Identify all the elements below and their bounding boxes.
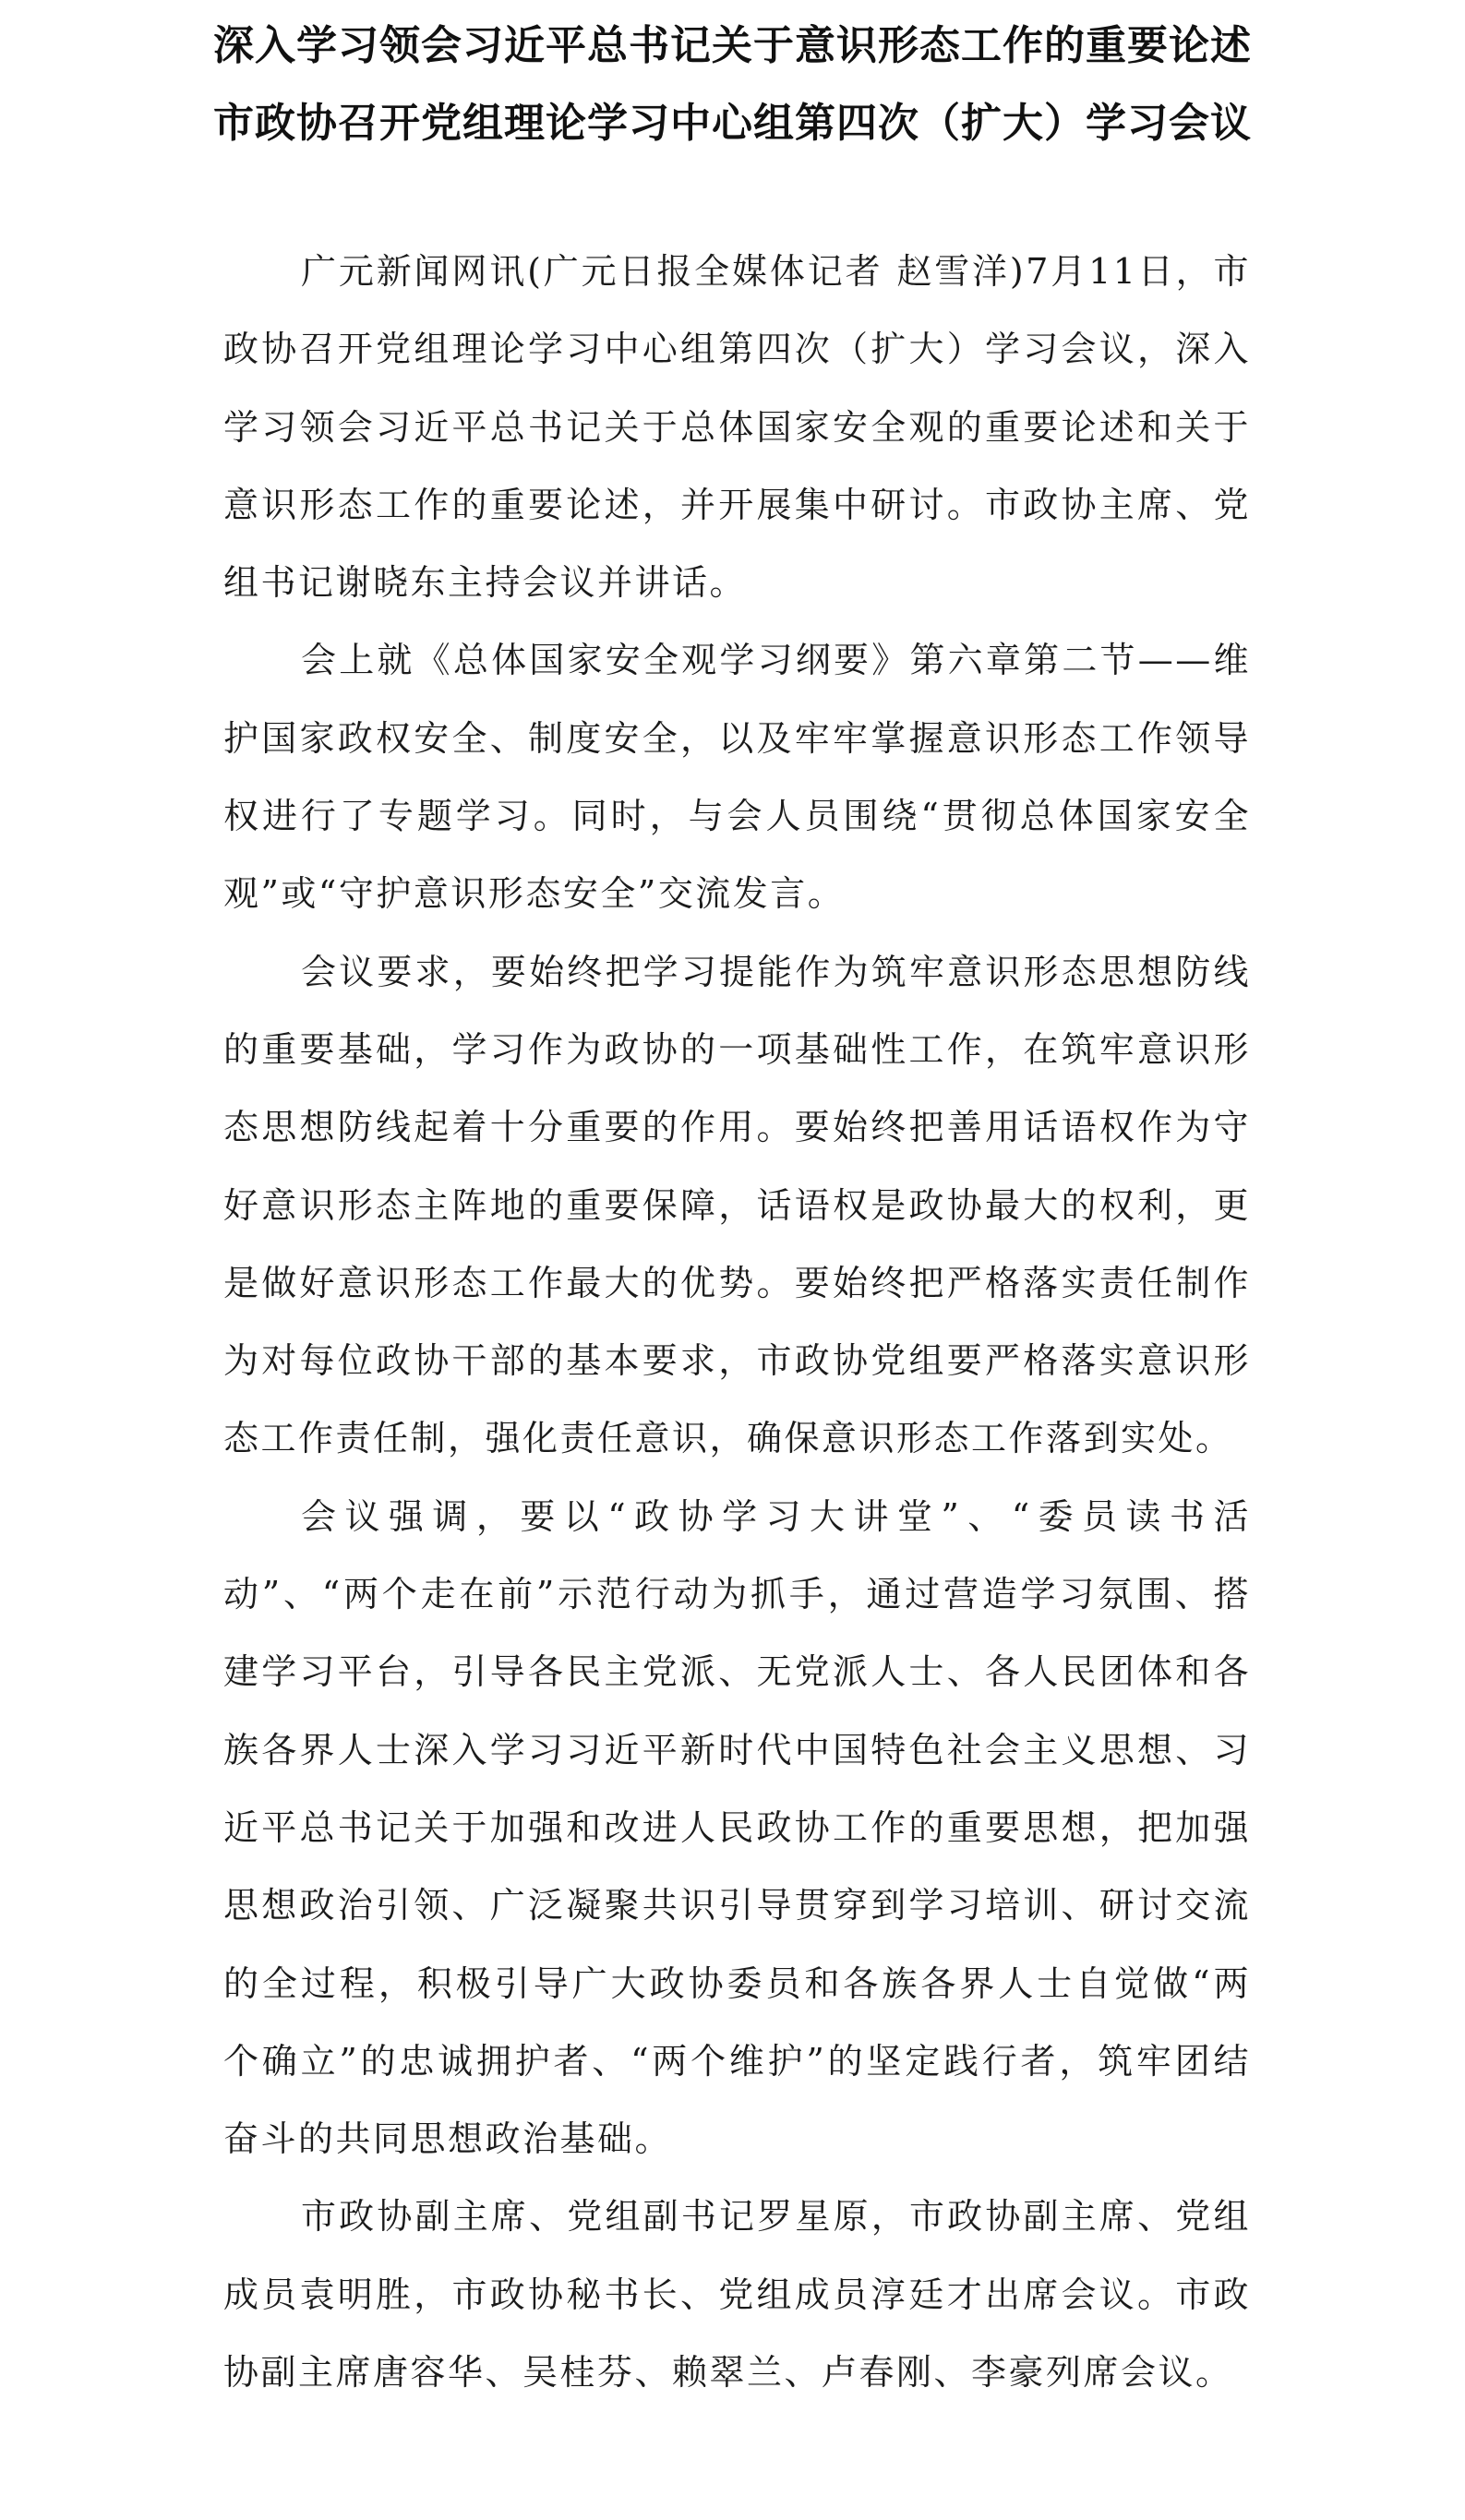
paragraph-2: 会上就《总体国家安全观学习纲要》第六章第二节——维护国家政权安全、制度安全，以及牢牢掌握意识形态工作领导权进行了专题学习。同时，与会人员围绕“贯彻总体国家安全观”或“守护意识形态安全”交流发言。 bbox=[223, 640, 1251, 915]
paragraph-4: 会议强调，要以“政协学习大讲堂”、“委员读书活动”、“两个走在前”示范行动为抓手，通过营造学习氛围、搭建学习平台，引导各民主党派、无党派人士、各人民团体和各族各界人士深入学习习近平新时代中国特色社会主义思想、习近平总书记关于加强和改进人民政协工作的重要思想，把加强思想政治引领、广泛凝聚共识引导贯穿到学习培训、研讨交流的全过程，积极引导广大政协委员和各族各界人士自觉做“两个确立”的忠诚拥护者、“两个维护”的坚定践行者，筑牢团结奋斗的共同思想政治基础。 bbox=[223, 1495, 1251, 2160]
paragraph-1: 广元新闻网讯(广元日报全媒体记者 赵雪洋)7月11日，市政协召开党组理论学习中心组第四次（扩大）学习会议，深入学习领会习近平总书记关于总体国家安全观的重要论述和关于意识形态工作的重要论述，并开展集中研讨。市政协主席、党组书记谢晓东主持会议并讲话。 bbox=[223, 251, 1251, 604]
paragraph-5: 市政协副主席、党组副书记罗星原，市政协副主席、党组成员袁明胜，市政协秘书长、党组成员淳廷才出席会议。市政协副主席唐容华、吴桂芬、赖翠兰、卢春刚、李豪列席会议。 bbox=[223, 2196, 1251, 2394]
article-body bbox=[223, 233, 1251, 2411]
headline bbox=[0, 7, 1465, 162]
headline-line-2: 市政协召开党组理论学习中心组第四次（扩大）学习会议 bbox=[213, 100, 1252, 147]
paragraph-3: 会议要求，要始终把学习提能作为筑牢意识形态思想防线的重要基础，学习作为政协的一项基础性工作，在筑牢意识形态思想防线起着十分重要的作用。要始终把善用话语权作为守好意识形态主阵地的重要保障，话语权是政协最大的权利，更是做好意识形态工作最大的优势。要始终把严格落实责任制作为对每位政协干部的基本要求，市政协党组要严格落实意识形态工作责任制，强化责任意识，确保意识形态工作落到实处。 bbox=[223, 951, 1251, 1459]
headline-line-1: 深入学习领会习近平总书记关于意识形态工作的重要论述 bbox=[213, 22, 1252, 69]
